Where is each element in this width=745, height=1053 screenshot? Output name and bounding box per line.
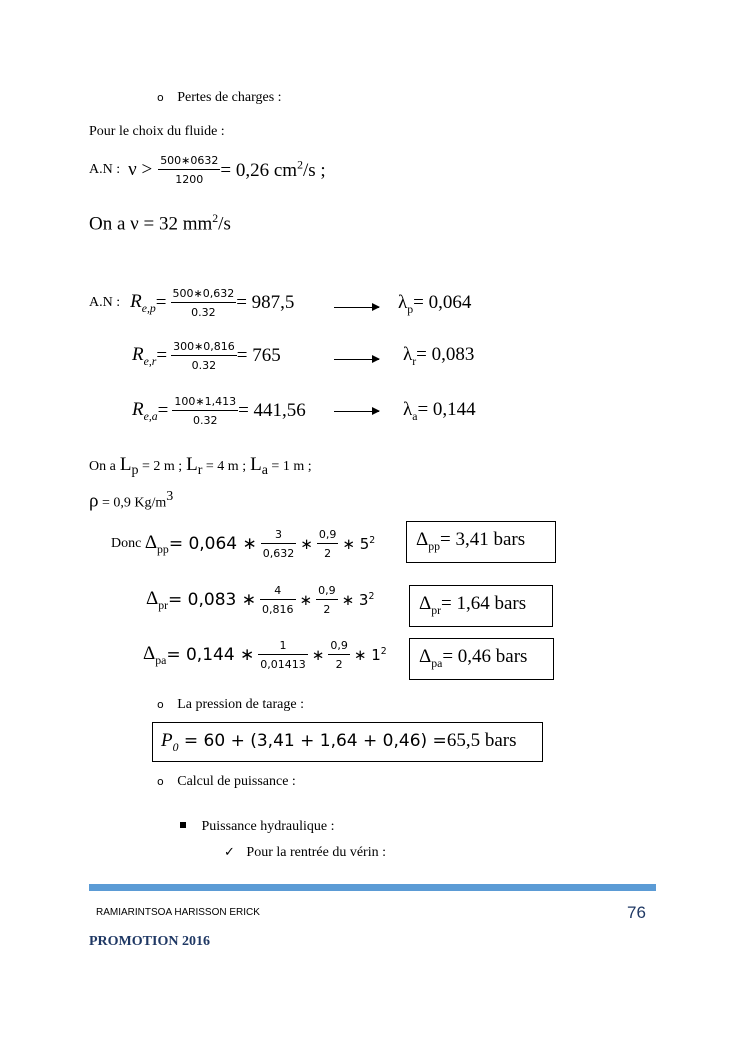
list-item-rentree [224, 845, 386, 861]
lengths-line: On a $L_p = 2$ m ; $L_r = 4$ m ; $L_a = 1$ m ; [89, 454, 312, 479]
page-number: 76 [627, 903, 646, 922]
delta-row-pa: $\Delta_{pa}= 0,144$ ∗ $\frac{1}{0,01413}$ ∗ $\frac{0,9}{2}$ ∗ $1^2$ [143, 639, 387, 671]
fraction-denominator: 0.32 [192, 414, 218, 427]
footer-promotion: PROMOTION 2016 [89, 934, 210, 949]
square-bullet-icon [180, 822, 186, 828]
fraction-reynolds-a [172, 396, 238, 426]
reynolds-row-p: A.N : $R_{e,p}=$ $\frac{500∗0,632}{0.32}$ = 987,5 [89, 287, 295, 319]
fraction-viscosity [158, 155, 220, 185]
right-arrow-icon [334, 307, 379, 308]
an-label: A.N : [89, 295, 121, 310]
result-box-pr [409, 585, 553, 627]
fraction-denominator: 0.32 [191, 359, 217, 372]
fraction-1: $\frac{4}{0,816}$ [262, 584, 294, 616]
result-pr: $\Delta_{pr}= 1,64$ bars [419, 593, 527, 617]
reynolds-symbol: $R_{e,a}$ [132, 398, 158, 423]
viscosity-result: = 0,26 $cm^2/s$ ; [220, 158, 326, 181]
circle-bullet-icon: o [157, 775, 164, 788]
result-box-pa [409, 638, 554, 680]
circle-bullet-icon: o [157, 91, 164, 104]
right-arrow-icon [334, 359, 379, 360]
checkmark-icon: ✓ [224, 845, 235, 860]
list-item-puissance [157, 774, 296, 790]
subsection-hydraulique: Puissance hydraulique : [201, 819, 335, 834]
reynolds-symbol: $R_{e,p}$ [130, 290, 156, 315]
subsection-rentree: Pour la rentrée du vérin : [246, 845, 386, 860]
list-item-hydraulique [180, 819, 334, 835]
result-box-pp [406, 521, 556, 563]
result-pp: $\Delta_{pp}= 3,41$ bars [416, 529, 526, 553]
right-arrow-icon [334, 411, 379, 412]
nu-inequality: ν > [128, 159, 153, 180]
reynolds-row-a: $R_{e,a}=$ $\frac{100∗1,413}{0.32}$ = 441,56 [132, 395, 306, 427]
fraction-denominator: 0.32 [191, 306, 216, 319]
reynolds-row-r: $R_{e,r}=$ $\frac{300∗0,816}{0.32}$ = 765 [132, 340, 281, 372]
fraction-1: $\frac{3}{0,632}$ [262, 528, 295, 560]
lambda-p: $\lambda_p= 0,064$ [398, 292, 472, 316]
fraction-numerator: 500∗0632 [158, 155, 220, 170]
list-item-tarage [157, 697, 304, 713]
footer-author: RAMIARINTSOA HARISSON ERICK [96, 907, 260, 918]
reynolds-result: = 441,56 [238, 400, 306, 421]
fraction-2: $\frac{0,9}{2}$ [318, 528, 337, 560]
reynolds-symbol: $R_{e,r}$ [132, 343, 157, 368]
p0-equation: $P_0 = 60 + (3,41 + 1,64 + 0,46) =65,5$ bars [161, 730, 517, 754]
reynolds-result: = 765 [236, 345, 281, 366]
fraction-numerator: 100∗1,413 [172, 396, 238, 411]
fraction-1: $\frac{1}{0,01413}$ [260, 639, 306, 671]
result-box-p0 [152, 722, 543, 762]
fraction-reynolds-r [171, 341, 237, 371]
fraction-reynolds-p [171, 288, 237, 318]
result-pa: $\Delta_{pa}= 0,46$ bars [419, 646, 528, 670]
footer-rule [89, 884, 656, 891]
an-label: A.N : [89, 162, 121, 177]
section-title-tarage: La pression de tarage : [177, 697, 304, 712]
fraction-numerator: 500∗0,632 [171, 288, 237, 303]
fraction-2: $\frac{0,9}{2}$ [330, 639, 348, 671]
reynolds-result: = 987,5 [236, 292, 295, 313]
nu-value-line: On a ν = 32 $mm^2/s$ [89, 212, 231, 235]
lambda-r: $\lambda_r= 0,083$ [403, 344, 475, 368]
section-title-pertes: Pertes de charges : [177, 90, 282, 105]
delta-row-pp: Donc $\Delta_{pp}= 0,064$ ∗ $\frac{3}{0,632}$ ∗ $\frac{0,9}{2}$ ∗ $5^2$ [111, 528, 376, 560]
lambda-a: $\lambda_a= 0,144$ [403, 399, 476, 423]
circle-bullet-icon: o [157, 698, 164, 711]
fraction-2: $\frac{0,9}{2}$ [318, 584, 336, 616]
equation-viscosity-an [89, 155, 326, 185]
delta-row-pr: $\Delta_{pr}= 0,083$ ∗ $\frac{4}{0,816}$ ∗ $\frac{0,9}{2}$ ∗ $3^2$ [146, 584, 375, 616]
density-line: ρ = 0,9 $Kg/m^3$ [89, 489, 174, 512]
list-item-pertes [157, 90, 282, 106]
paragraph-choix-fluide: Pour le choix du fluide : [89, 124, 225, 139]
section-title-puissance: Calcul de puissance : [177, 774, 296, 789]
fraction-denominator: 1200 [175, 173, 204, 186]
fraction-numerator: 300∗0,816 [171, 341, 237, 356]
